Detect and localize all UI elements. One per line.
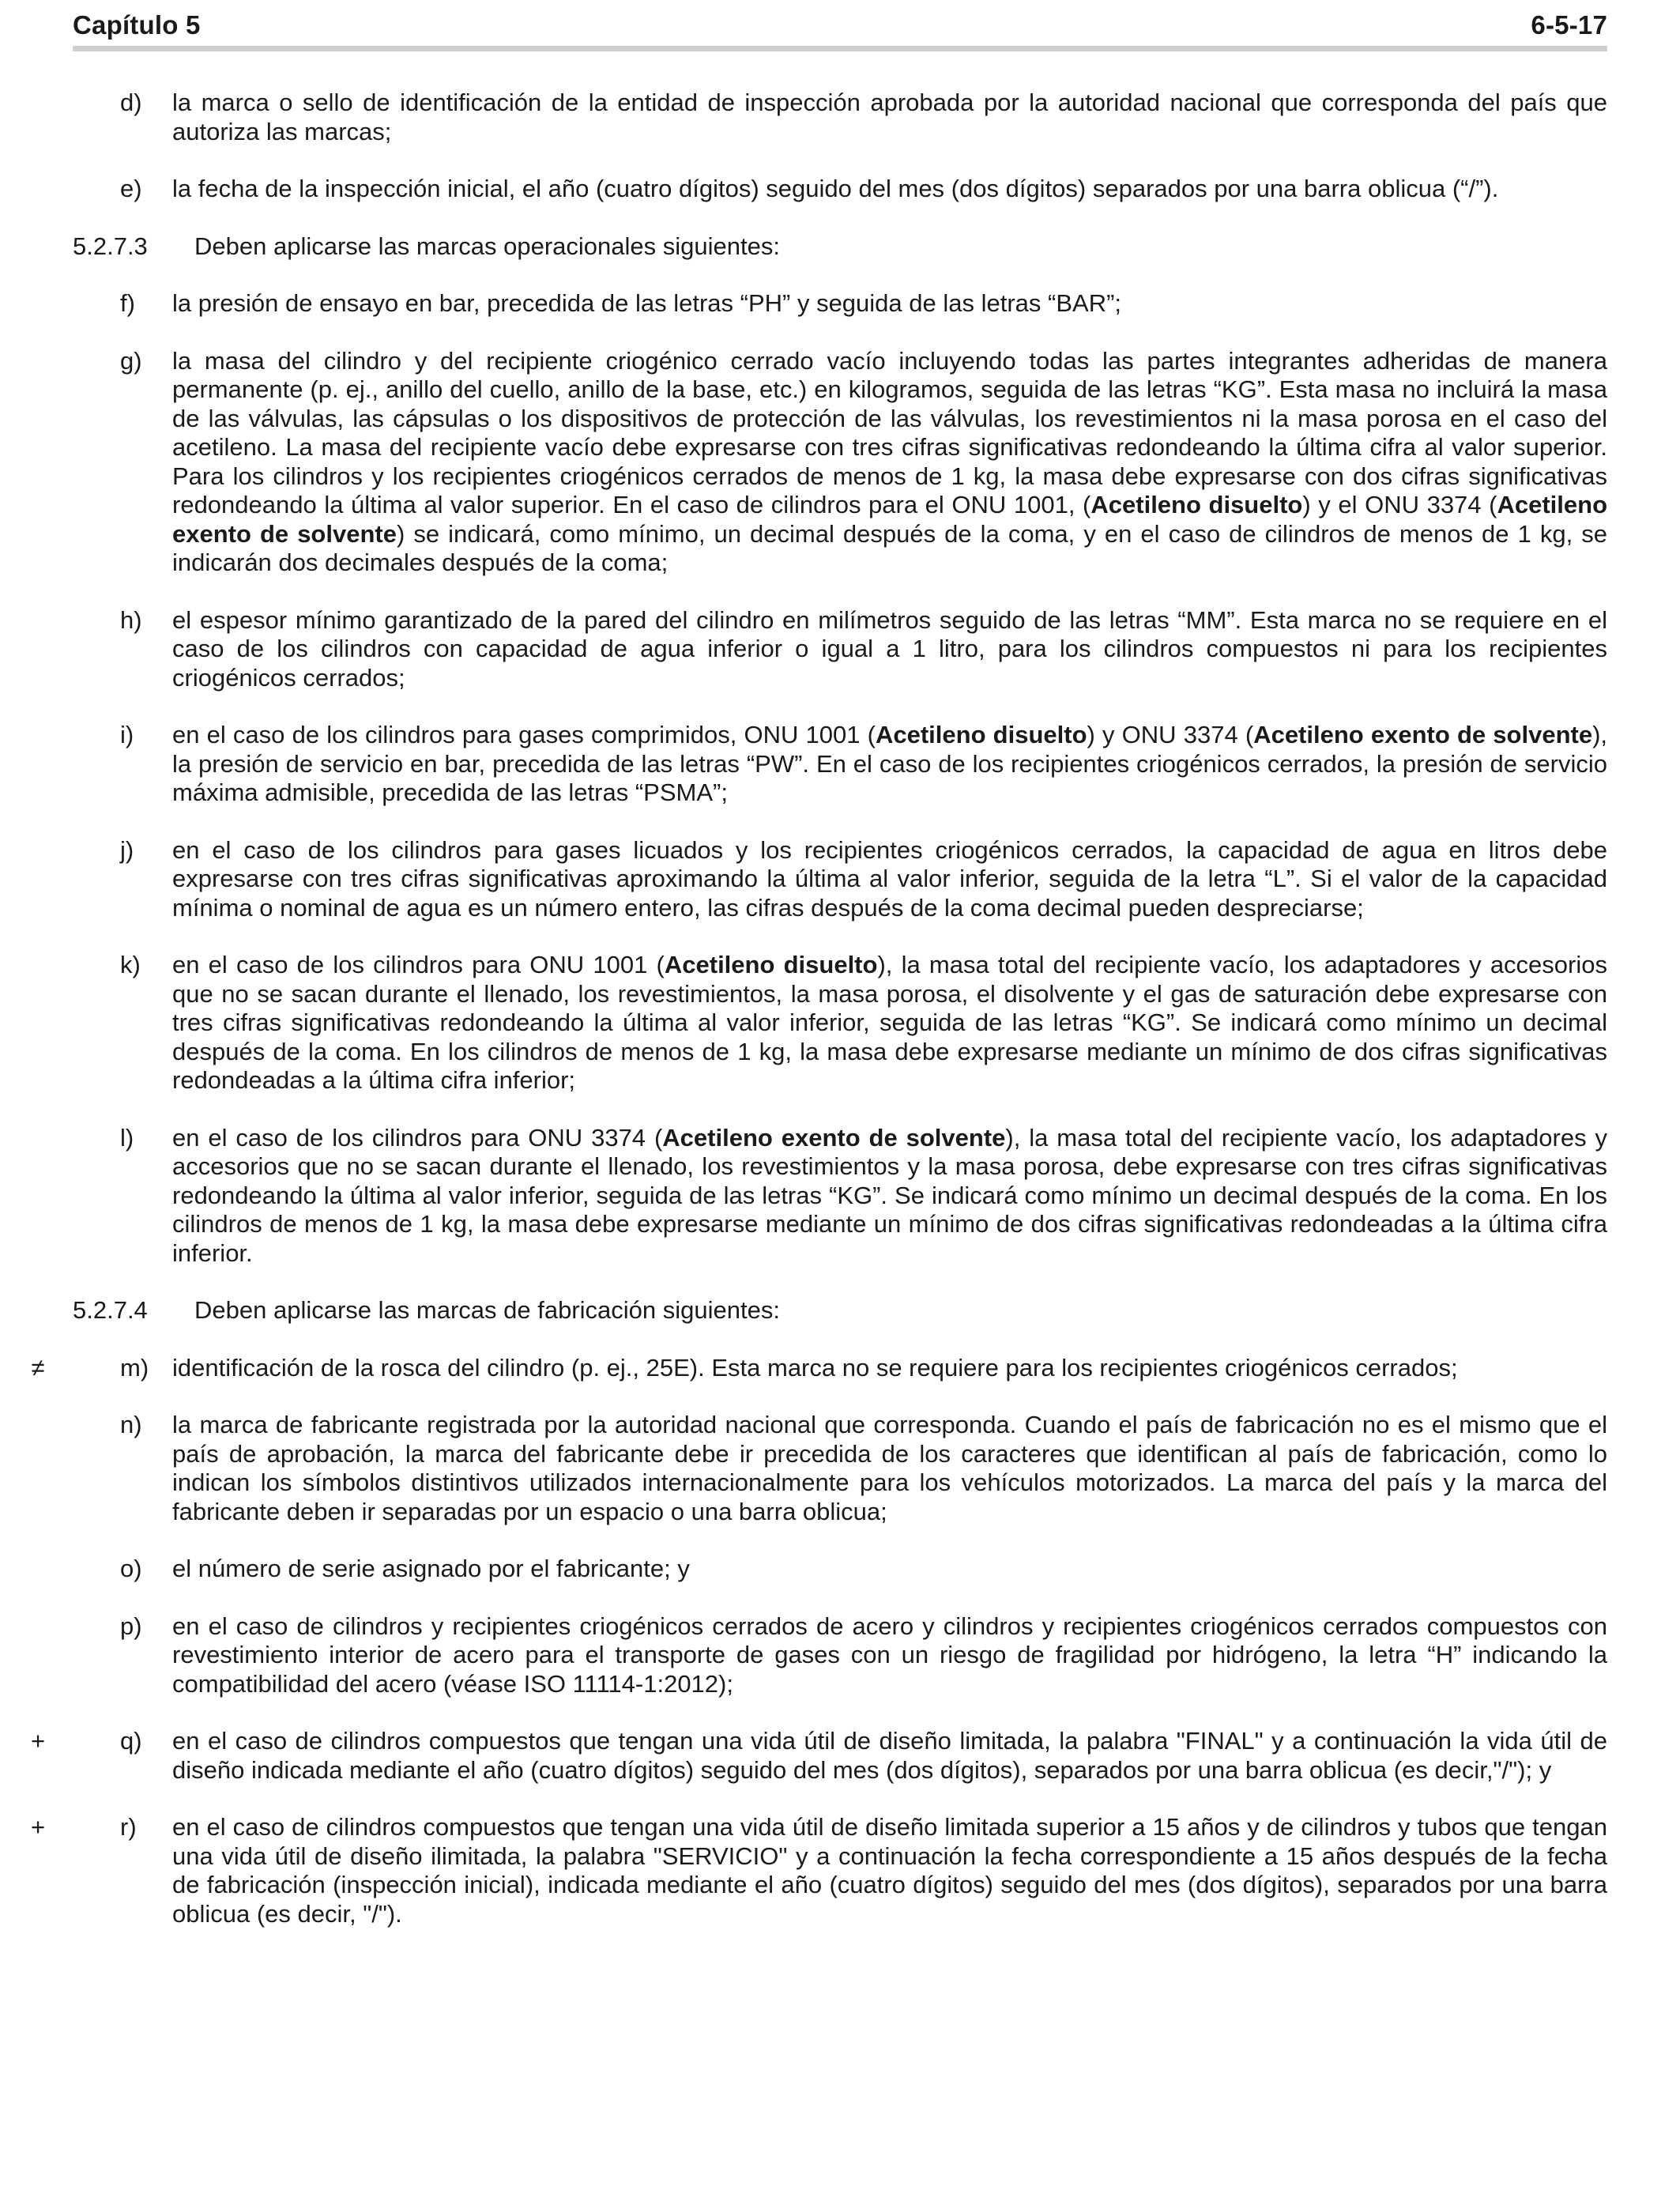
item-text: ) se indicará, como mínimo, un decimal después de la coma, y en el caso de cilindros de menos de 1 kg, se indicarán dos decimales después de la coma; <box>172 519 1607 576</box>
header-rule <box>73 46 1607 51</box>
item-text: ), la masa total del recipiente vacío, los adaptadores y accesorios que no se sacan durante el llenado, los revestimientos y la masa porosa, debe expresarse con tres cifras significativas redondeando la última al valor inferior, seguida de las letras “KG”. Se indicará como mínimo un decimal después de la coma. En los cilindros de menos de 1 kg, la masa debe expresarse mediante un mínimo de dos cifras significativas redondeadas a la última cifra inferior. <box>172 1123 1607 1267</box>
item-text: en el caso de los cilindros para ONU 3374 ( <box>172 1123 663 1152</box>
list-item-g <box>73 347 1607 578</box>
item-text: la presión de ensayo en bar, precedida de las letras “PH” y seguida de las letras “BAR”; <box>172 289 1122 317</box>
change-marker: + <box>30 1813 46 1841</box>
bold-term: Acetileno exento de solvente <box>1253 721 1593 748</box>
list-item-p <box>73 1612 1607 1699</box>
list-item-h <box>73 606 1607 693</box>
item-text: en el caso de cilindros y recipientes criogénicos cerrados de acero y cilindros y recipientes criogénicos cerrados compuestos con revestimiento interior de acero para el transporte de gases con un riesgo de fragilidad por hidrógeno, la letra “H” indicando la compatibilidad del acero (véase ISO 11114-1:2012); <box>172 1612 1607 1698</box>
item-label: i) <box>120 721 134 748</box>
list-item-q <box>30 1727 1607 1785</box>
item-text: la marca o sello de identificación de la entidad de inspección aprobada por la autoridad nacional que corresponda del país que autoriza las marcas; <box>172 89 1607 145</box>
item-label: k) <box>120 951 141 978</box>
item-label: q) <box>120 1727 142 1755</box>
section-text: Deben aplicarse las marcas operacionales siguientes: <box>194 232 780 260</box>
item-label: o) <box>120 1555 142 1582</box>
item-text: el espesor mínimo garantizado de la pared del cilindro en milímetros seguido de las letras “MM”. Esta marca no se requiere en el caso de los cilindros con capacidad de agua inferior o igual a 1 litro, para los cilindros compuestos ni para los recipientes criogénicos cerrados; <box>172 605 1607 692</box>
item-text: ), la masa total del recipiente vacío, los adaptadores y accesorios que no se sacan durante el llenado, los revestimientos, la masa porosa, el disolvente y el gas de saturación debe expresarse con tres cifras significativas redondeando la última al valor inferior, seguida de las letras “KG”. Se indicará como mínimo un decimal después de la coma. En los cilindros de menos de 1 kg, la masa debe expresarse mediante un mínimo de dos cifras significativas redondeadas a la última cifra inferior; <box>172 951 1607 1094</box>
document-body <box>30 89 1608 1957</box>
item-label: p) <box>120 1612 142 1640</box>
change-marker: ≠ <box>31 1353 45 1382</box>
section-heading-5274 <box>73 1296 1607 1325</box>
item-text: en el caso de los cilindros para ONU 1001 ( <box>172 951 665 978</box>
change-marker: + <box>30 1727 46 1755</box>
list-item-m <box>31 1353 1607 1383</box>
list-item-f <box>73 289 1607 319</box>
item-label: f) <box>120 289 135 317</box>
item-text: ) y el ONU 3374 ( <box>1302 491 1497 518</box>
bold-term: Acetileno disuelto <box>875 721 1087 748</box>
item-text: ), la presión de servicio en bar, precedida de las letras “PW”. En el caso de los recipientes criogénicos cerrados, la presión de servicio máxima admisible, precedida de las letras “PSMA”; <box>172 721 1608 806</box>
chapter-title: Capítulo 5 <box>73 10 201 40</box>
section-heading-5273 <box>73 232 1607 262</box>
item-text: el número de serie asignado por el fabricante; y <box>172 1555 690 1582</box>
section-text: Deben aplicarse las marcas de fabricación siguientes: <box>194 1296 780 1324</box>
item-label: m) <box>120 1353 149 1382</box>
list-item-n <box>73 1411 1607 1526</box>
list-item-j <box>73 836 1607 923</box>
item-text: identificación de la rosca del cilindro (p. ej., 25E). Esta marca no se requiere para los recipientes criogénicos cerrados; <box>172 1353 1458 1382</box>
page-number: 6-5-17 <box>1531 10 1607 40</box>
item-text: la fecha de la inspección inicial, el año (cuatro dígitos) seguido del mes (dos dígitos) separados por una barra oblicua (“/”). <box>172 175 1499 202</box>
item-text: ) y ONU 3374 ( <box>1087 721 1254 748</box>
bold-term: Acetileno disuelto <box>664 951 878 978</box>
item-text: en el caso de los cilindros para gases licuados y los recipientes criogénicos cerrados, la capacidad de agua en litros debe expresarse con tres cifras significativas aproximando la última al valor inferior, seguida de la letra “L”. Si el valor de la capacidad mínima o nominal de agua es un número entero, las cifras después de la coma decimal pueden despreciarse; <box>172 835 1607 922</box>
item-text: la marca de fabricante registrada por la autoridad nacional que corresponda. Cuando el país de fabricación no es el mismo que el país de aprobación, la marca del fabricante debe ir precedida de los caracteres que identifican al país de fabricación, como lo indican los símbolos distintivos utilizados internacionalmente para los vehículos motorizados. La marca del país y la marca del fabricante deben ir separadas por un espacio o una barra oblicua; <box>172 1411 1607 1525</box>
item-text: en el caso de cilindros compuestos que tengan una vida útil de diseño limitada superior a 15 años y de cilindros y tubos que tengan una vida útil de diseño ilimitada, la palabra "SERVICIO" y a continuación la fecha correspondiente a 15 años después de la fecha de fabricación (inspección inicial), indicada mediante el año (cuatro dígitos) seguido del mes (dos dígitos), separados por una barra oblicua (es decir, "/"). <box>172 1813 1607 1928</box>
item-label: h) <box>120 605 142 634</box>
list-item-d <box>73 89 1607 146</box>
section-number: 5.2.7.3 <box>73 232 148 260</box>
item-label: j) <box>120 835 134 864</box>
bold-term: Acetileno exento de solvente <box>172 491 1607 548</box>
item-label: d) <box>120 89 142 116</box>
list-item-i <box>73 721 1607 808</box>
item-label: l) <box>120 1123 134 1152</box>
bold-term: Acetileno exento de solvente <box>662 1123 1006 1152</box>
list-item-o <box>73 1555 1607 1584</box>
item-text: la masa del cilindro y del recipiente criogénico cerrado vacío incluyendo todas las partes integrantes adheridas de manera permanente (p. ej., anillo del cuello, anillo de la base, etc.) en kilogramos, seguida de las letras “KG”. Esta masa no incluirá la masa de las válvulas, las cápsulas o los dispositivos de protección de las válvulas, los revestimientos ni la masa porosa en el caso del acetileno. La masa del recipiente vacío debe expresarse con tres cifras significativas redondeando la última cifra al valor superior. Para los cilindros y los recipientes criogénicos cerrados de menos de 1 kg, la masa debe expresarse con dos cifras significativas redondeando la última al valor superior. En el caso de cilindros para el ONU 1001, ( <box>172 346 1607 518</box>
item-label: r) <box>120 1813 137 1841</box>
bold-term: Acetileno disuelto <box>1090 491 1303 518</box>
item-label: g) <box>120 346 142 375</box>
list-item-r <box>30 1813 1607 1928</box>
section-number: 5.2.7.4 <box>73 1296 148 1324</box>
list-item-k <box>73 951 1607 1095</box>
item-label: e) <box>120 175 142 202</box>
item-text: en el caso de cilindros compuestos que tengan una vida útil de diseño limitada, la palabra "FINAL" y a continuación la vida útil de diseño indicada mediante el año (cuatro dígitos) seguido del mes (dos dígitos), separados por una barra oblicua (es decir,"/"); y <box>172 1727 1607 1784</box>
list-item-l <box>73 1124 1607 1269</box>
page-header <box>73 3 1607 47</box>
item-label: n) <box>120 1411 142 1438</box>
item-text: en el caso de los cilindros para gases comprimidos, ONU 1001 ( <box>172 721 876 748</box>
list-item-e <box>73 175 1607 204</box>
